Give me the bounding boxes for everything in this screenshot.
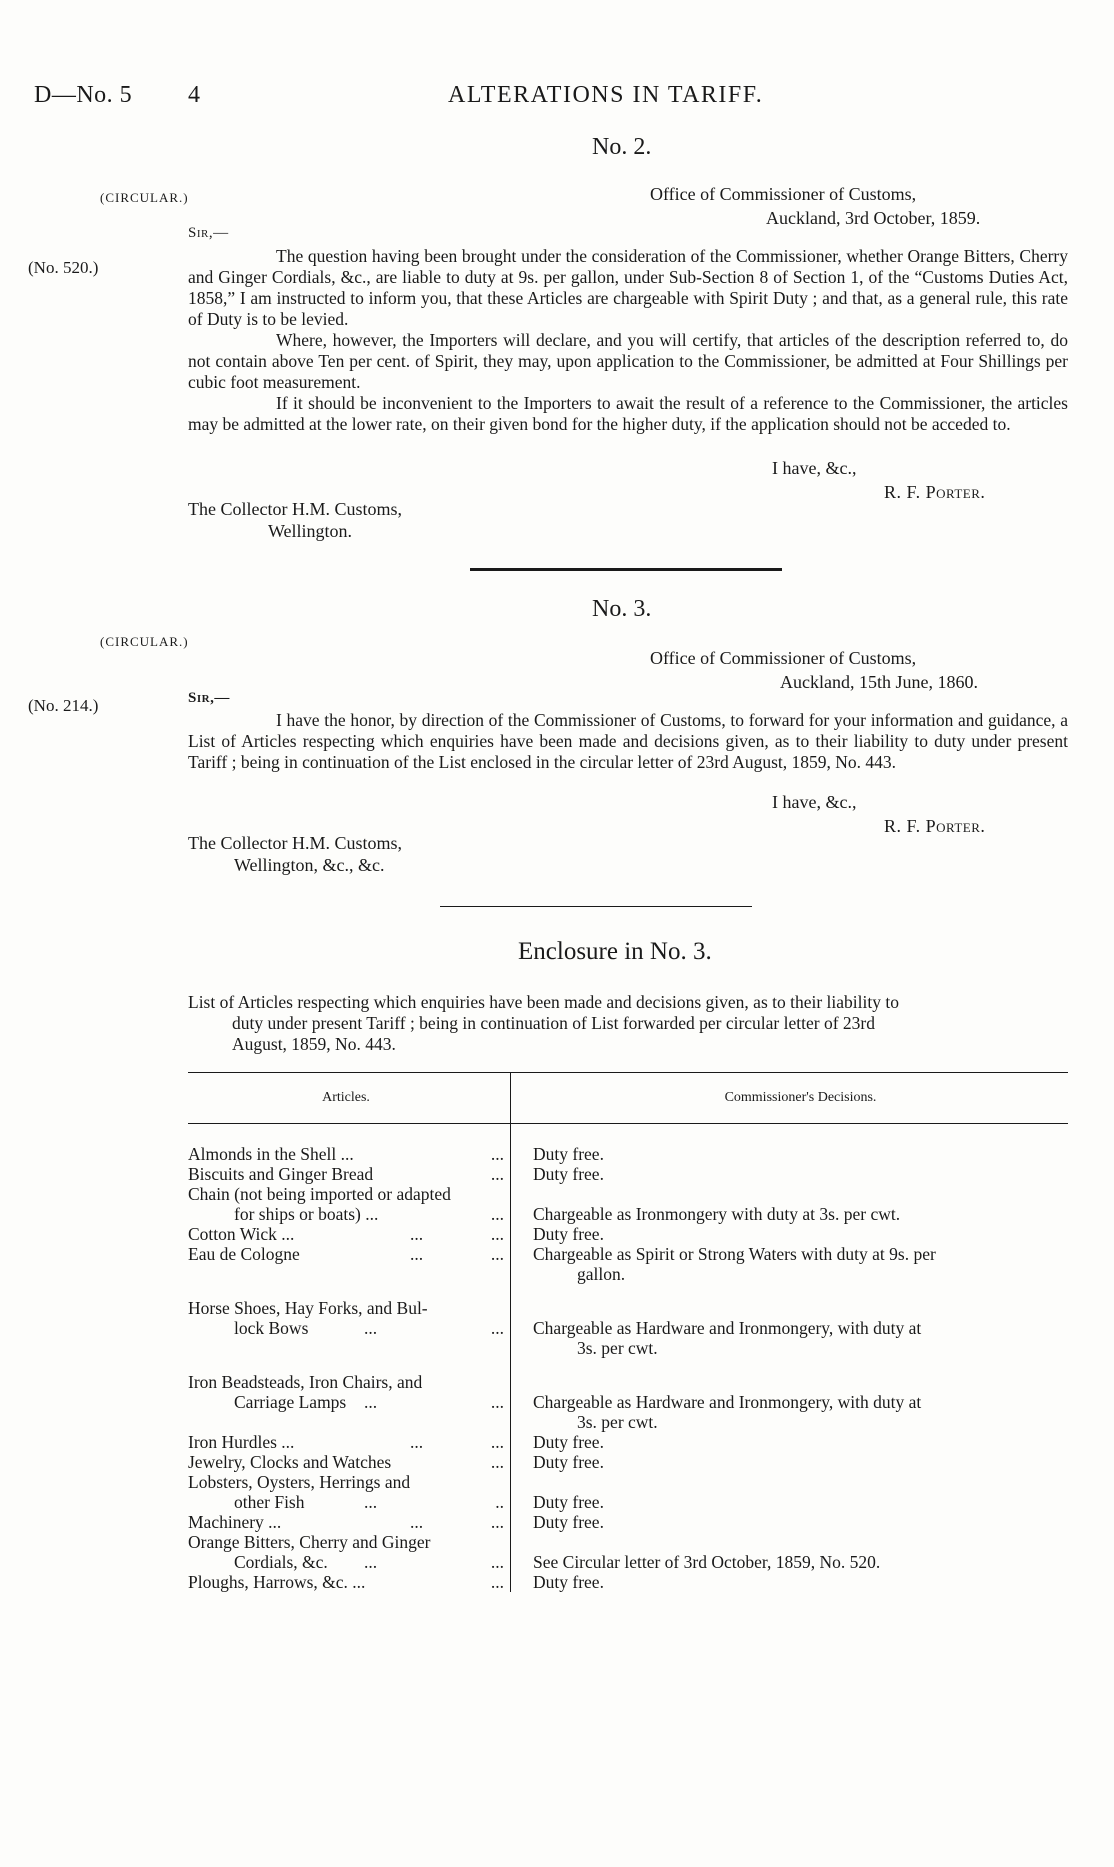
spacer-cell (511, 1124, 1069, 1145)
decision-line: Chargeable as Spirit or Strong Waters with duty at 9s. per (533, 1244, 936, 1264)
article-cell (188, 1452, 511, 1472)
article-text: Machinery ... (188, 1512, 282, 1532)
article-line (188, 1164, 504, 1184)
decision-cell (511, 1532, 1069, 1572)
decision-cell (511, 1298, 1069, 1358)
leader-dots: ... (490, 1204, 504, 1224)
decision-line: Duty free. (533, 1492, 604, 1512)
article-cell (188, 1372, 511, 1432)
letter-body (188, 246, 1068, 435)
letter-body (188, 710, 1068, 773)
paragraph: I have the honor, by direction of the Commissioner of Customs, to forward for your information and guidance, a List of Articles respecting which enquiries have been made and decisions given, as to their liability to duty under present Tariff ; being in continuation of the List enclosed in the circular letter of 23rd August, 1859, No. 443. (188, 710, 1068, 772)
leader-dots: ... (410, 1512, 424, 1532)
article-text: Ploughs, Harrows, &c. ... (188, 1572, 366, 1592)
article-line: Iron Beadsteads, Iron Chairs, and (188, 1372, 423, 1392)
decision-line: Duty free. (533, 1432, 604, 1452)
salutation: Sir,— (188, 690, 230, 706)
article-cell (188, 1164, 511, 1184)
addressee (188, 498, 402, 542)
spacer-cell (511, 1358, 1069, 1372)
leader-dots: ... (490, 1244, 504, 1264)
office-line: Office of Commissioner of Customs, (650, 184, 917, 204)
spacer-cell (188, 1124, 511, 1145)
decisions-table (188, 1072, 1068, 1592)
article-line (188, 1224, 504, 1244)
article-cell (188, 1432, 511, 1452)
decision-cell (511, 1372, 1069, 1432)
addressee-line: Wellington, &c., &c. (234, 855, 385, 875)
leader-dots: ... (364, 1318, 378, 1338)
decision-cell (511, 1512, 1069, 1532)
addressee-line: The Collector H.M. Customs, (188, 833, 402, 853)
page-number: 4 (188, 82, 201, 108)
table-row (188, 1144, 1068, 1164)
table-row (188, 1164, 1068, 1184)
table-row (188, 1244, 1068, 1284)
article-text: other Fish (234, 1492, 305, 1512)
decision-spacer (533, 1532, 1068, 1552)
decision-cell (511, 1572, 1069, 1592)
decision-line: Duty free. (533, 1224, 604, 1244)
decision-line: Duty free. (533, 1164, 604, 1184)
decision-spacer (533, 1298, 1068, 1318)
letter-number: No. 2. (592, 134, 652, 160)
section-divider (440, 906, 752, 907)
table-spacer (188, 1358, 1068, 1372)
paragraph: Where, however, the Importers will declare, and you will certify, that articles of the description referred to, do not contain above Ten per cent. of Spirit, they may, upon application to the Commissioner, be admitted at Four Shillings per cubic foot measurement. (188, 330, 1068, 392)
decision-line: gallon. (577, 1264, 626, 1284)
decision-cell (511, 1432, 1069, 1452)
decision-line: Duty free. (533, 1452, 604, 1472)
table-row (188, 1472, 1068, 1512)
letter-ref: (No. 520.) (28, 258, 99, 277)
description-line: August, 1859, No. 443. (232, 1034, 396, 1054)
decision-spacer (533, 1372, 1068, 1392)
description-line: duty under present Tariff ; being in continuation of List forwarded per circular letter of 23rd (232, 1013, 875, 1033)
table-header (188, 1073, 1068, 1124)
decision-line: Duty free. (533, 1512, 604, 1532)
leader-dots: ... (364, 1392, 378, 1412)
decision-cell (511, 1452, 1069, 1472)
office-line: Office of Commissioner of Customs, (650, 648, 917, 668)
table-spacer (188, 1124, 1068, 1145)
decision-spacer (533, 1184, 1068, 1204)
article-line: Horse Shoes, Hay Forks, and Bul- (188, 1298, 428, 1318)
leader-dots: ... (490, 1164, 504, 1184)
article-line (188, 1432, 504, 1452)
office-address (560, 646, 1022, 694)
article-line (188, 1492, 504, 1512)
table-row (188, 1532, 1068, 1572)
article-cell (188, 1144, 511, 1164)
leader-dots: ... (490, 1452, 504, 1472)
article-text: Iron Hurdles ... (188, 1432, 295, 1452)
table-spacer (188, 1284, 1068, 1298)
table-row (188, 1452, 1068, 1472)
column-header-articles: Articles. (188, 1073, 511, 1124)
paragraph: If it should be inconvenient to the Importers to await the result of a reference to the Commissioner, the articles may be admitted at the lower rate, on their given bond for the higher duty, if the application should not be acceded to. (188, 393, 1068, 434)
article-cell (188, 1224, 511, 1244)
closing: I have, &c., (772, 792, 857, 812)
leader-dots: ... (490, 1552, 504, 1572)
paragraph: The question having been brought under the consideration of the Commissioner, whether Orange Bitters, Cherry and Ginger Cordials, &c., are liable to duty at 9s. per gallon, under Sub-Section 8 of Section 1, of the “Customs Duties Act, 1858,” I am instructed to inform you, that these Articles are chargeable with Spirit Duty ; and that, as a general rule, this rate of Duty is to be levied. (188, 246, 1068, 329)
article-cell (188, 1244, 511, 1284)
leader-dots: ... (410, 1244, 424, 1264)
decision-line: Duty free. (533, 1572, 604, 1592)
decision-line: 3s. per cwt. (577, 1412, 658, 1432)
leader-dots: ... (410, 1224, 424, 1244)
signature-name: R. F. Porter. (884, 482, 986, 502)
article-cell (188, 1298, 511, 1358)
description-line: List of Articles respecting which enquiries have been made and decisions given, as to their liability to (188, 992, 899, 1012)
article-line: Orange Bitters, Cherry and Ginger (188, 1532, 431, 1552)
article-text: for ships or boats) ... (234, 1204, 379, 1224)
enclosure-description (188, 992, 1068, 1055)
article-text: Almonds in the Shell ... (188, 1144, 354, 1164)
decision-cell (511, 1244, 1069, 1284)
article-line (188, 1552, 504, 1572)
article-text: Cotton Wick ... (188, 1224, 295, 1244)
office-address (560, 182, 1022, 230)
decision-line: 3s. per cwt. (577, 1338, 658, 1358)
table-row (188, 1372, 1068, 1432)
leader-dots: ... (490, 1224, 504, 1244)
table-row (188, 1184, 1068, 1224)
salutation: Sir,— (188, 225, 229, 241)
article-line (188, 1318, 504, 1338)
addressee-line: Wellington. (268, 521, 353, 541)
decision-line: Chargeable as Hardware and Ironmongery, with duty at (533, 1392, 922, 1412)
article-line: Lobsters, Oysters, Herrings and (188, 1472, 411, 1492)
addressee (188, 832, 402, 876)
decision-cell (511, 1144, 1069, 1164)
table-body (188, 1124, 1068, 1593)
leader-dots: ... (490, 1318, 504, 1338)
decision-cell (511, 1224, 1069, 1244)
decision-line: Chargeable as Ironmongery with duty at 3s. per cwt. (533, 1204, 901, 1224)
leader-dots: .. (495, 1492, 504, 1512)
letter-ref: (No. 214.) (28, 696, 99, 715)
leader-dots: ... (490, 1392, 504, 1412)
leader-dots: ... (364, 1492, 378, 1512)
page-ref: D—No. 5 (34, 82, 133, 108)
articles-table (188, 1072, 1068, 1592)
article-text: Jewelry, Clocks and Watches (188, 1452, 392, 1472)
addressee-line: The Collector H.M. Customs, (188, 499, 402, 519)
decision-cell (511, 1184, 1069, 1224)
decision-cell (511, 1164, 1069, 1184)
circular-label: (CIRCULAR.) (100, 190, 189, 205)
article-line (188, 1392, 504, 1412)
decision-line: Chargeable as Hardware and Ironmongery, with duty at (533, 1318, 922, 1338)
decision-cell (511, 1472, 1069, 1512)
article-line (188, 1452, 504, 1472)
date-line: Auckland, 3rd October, 1859. (766, 208, 981, 228)
leader-dots: ... (490, 1512, 504, 1532)
column-header-decisions: Commissioner's Decisions. (724, 1090, 877, 1105)
leader-dots: ... (490, 1432, 504, 1452)
article-text: Carriage Lamps (234, 1392, 347, 1412)
table-row (188, 1572, 1068, 1592)
signature (884, 814, 985, 838)
article-text: Biscuits and Ginger Bread (188, 1164, 374, 1184)
article-text: Eau de Cologne (188, 1244, 300, 1264)
article-line (188, 1144, 504, 1164)
spacer-cell (188, 1358, 511, 1372)
article-line (188, 1204, 504, 1224)
signature (884, 480, 985, 504)
spacer-cell (511, 1284, 1069, 1298)
article-line (188, 1244, 504, 1264)
article-cell (188, 1184, 511, 1224)
leader-dots: ... (490, 1144, 504, 1164)
date-line: Auckland, 15th June, 1860. (780, 672, 978, 692)
article-cell (188, 1472, 511, 1512)
article-cell (188, 1572, 511, 1592)
table-row (188, 1298, 1068, 1358)
table-row (188, 1224, 1068, 1244)
article-text: lock Bows (234, 1318, 309, 1338)
circular-label: (CIRCULAR.) (100, 634, 189, 649)
leader-dots: ... (490, 1572, 504, 1592)
enclosure-title: Enclosure in No. 3. (518, 938, 712, 965)
decision-spacer (533, 1472, 1068, 1492)
article-text: Cordials, &c. (234, 1552, 328, 1572)
decision-line: Duty free. (533, 1144, 604, 1164)
signature-name: R. F. Porter. (884, 816, 986, 836)
page-title: ALTERATIONS IN TARIFF. (448, 82, 764, 108)
section-divider (470, 568, 782, 571)
table-row (188, 1432, 1068, 1452)
article-cell (188, 1532, 511, 1572)
article-line (188, 1512, 504, 1532)
closing: I have, &c., (772, 458, 857, 478)
letter-number: No. 3. (592, 596, 652, 622)
spacer-cell (188, 1284, 511, 1298)
leader-dots: ... (410, 1432, 424, 1452)
leader-dots: ... (364, 1552, 378, 1572)
decision-line: See Circular letter of 3rd October, 1859, No. 520. (533, 1552, 881, 1572)
article-line (188, 1572, 504, 1592)
article-line: Chain (not being imported or adapted (188, 1184, 451, 1204)
article-cell (188, 1512, 511, 1532)
table-row (188, 1512, 1068, 1532)
